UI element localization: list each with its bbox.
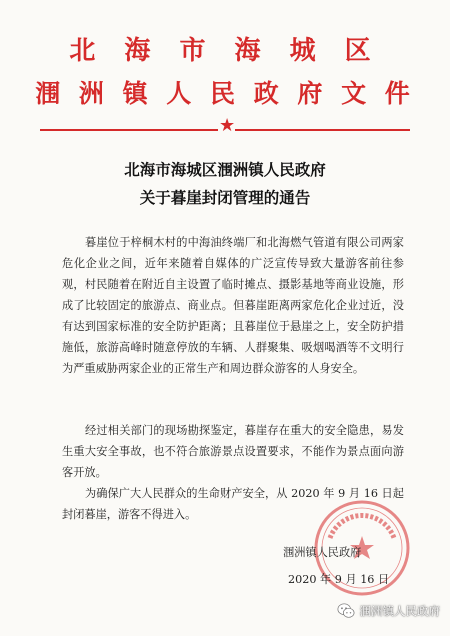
wechat-icon: [337, 602, 355, 620]
account-watermark: [337, 602, 441, 620]
watermark-label: 涠洲镇人民政府: [359, 604, 440, 618]
notice-title-line-2: 关于暮崖封闭管理的通告: [139, 188, 311, 207]
notice-title-line-1: 北海市海城区涠洲镇人民政府: [124, 160, 326, 179]
red-star-icon: ★: [219, 115, 236, 136]
masthead-line-1: 北 海 市 海 城 区: [69, 36, 381, 66]
red-rule-left: [40, 129, 218, 131]
red-rule-right: [235, 129, 410, 131]
body-paragraph-1: 暮崖位于梓桐木村的中海油终端厂和北海燃气管道有限公司两家危化企业之间，近年来随着自媒体的广泛宣传导致大量游客前往参观，村民随着在附近自主设置了临时摊点、摄影基地等商业设施，形成了比较固定的旅游点、商业点。但暮崖距离两家危化企业过近，没有达到国家标准的安全防护距离；且暮崖位于悬崖之上，安全防护措施低，旅游高峰时随意停放的车辆、人群聚集、吸烟喝酒等不文明行为严重威胁两家企业的正常生产和周边群众游客的人身安全。: [62, 236, 404, 375]
body-paragraph-2: 经过相关部门的现场勘探鉴定，暮崖存在重大的安全隐患，易发生重大安全事故，也不符合旅游景点设置要求，不能作为景点面向游客开放。: [62, 424, 404, 479]
signature-date: 2020 年 9 月 16 日: [288, 573, 390, 586]
masthead-line-2: 涠 洲 镇 人 民 政 府 文 件: [35, 79, 415, 108]
body-paragraph-3: 为确保广大人民群众的生命财产安全，从 2020 年 9 月 16 日起封闭暮崖，游客不得进入。: [62, 487, 404, 521]
signature-org: 涠洲镇人民政府: [283, 546, 362, 559]
